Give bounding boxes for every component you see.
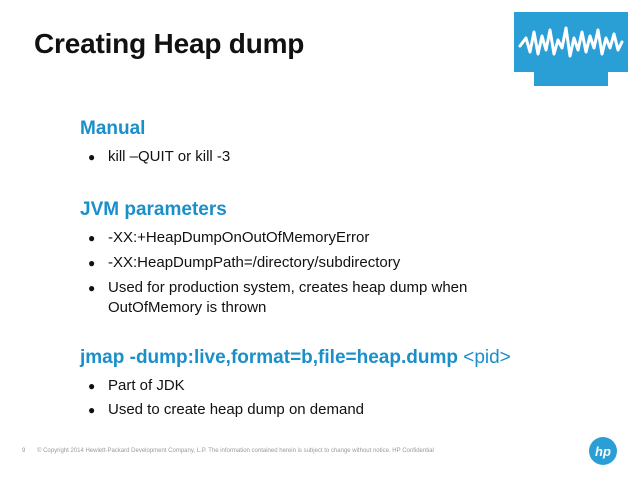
jmap-pid-placeholder: <pid> [463,347,511,368]
footer [22,448,434,454]
bullet-icon: ● [88,403,96,417]
bullet-icon: ● [88,379,96,393]
jmap-command: jmap -dump:live,format=b,file=heap.dump [80,347,458,368]
heartbeat-logo-icon [512,8,630,88]
slide-title: Creating Heap dump [34,28,305,59]
bullet-icon: ● [88,150,96,164]
section-heading-jmap [80,347,511,369]
hp-logo-text: hp [595,444,611,459]
section-heading-manual: Manual [80,118,146,139]
bullet-icon: ● [88,231,96,245]
slide: Creating Heap dump Manual ● kill –QUIT or kill -3 JVM parameters ● -XX:+HeapDumpOnOutOfMemoryError ● -XX:HeapDumpPath=/directory/subdirectory ● Used for production system, creates heap dump when OutOfMemory is thrown jmap -dump:live,format=b,file=heap.dump <pid> ● Part of JDK ● Used to create heap dump on demand 9 © Copyright 2014 Hewlett-Packard Development Company, L.P. The information contained herein is subject to change without notice. HP Confidential hp [0,0,638,479]
hp-logo-icon [588,436,618,466]
copyright-notice: © Copyright 2014 Hewlett-Packard Development Company, L.P. The information contained herein is subject to change without notice. HP Confidential [37,448,434,454]
bullet-icon: ● [88,256,96,270]
bullet-icon: ● [88,281,96,295]
section-heading-jvm-parameters: JVM parameters [80,199,227,220]
page-number: 9 [22,448,26,454]
